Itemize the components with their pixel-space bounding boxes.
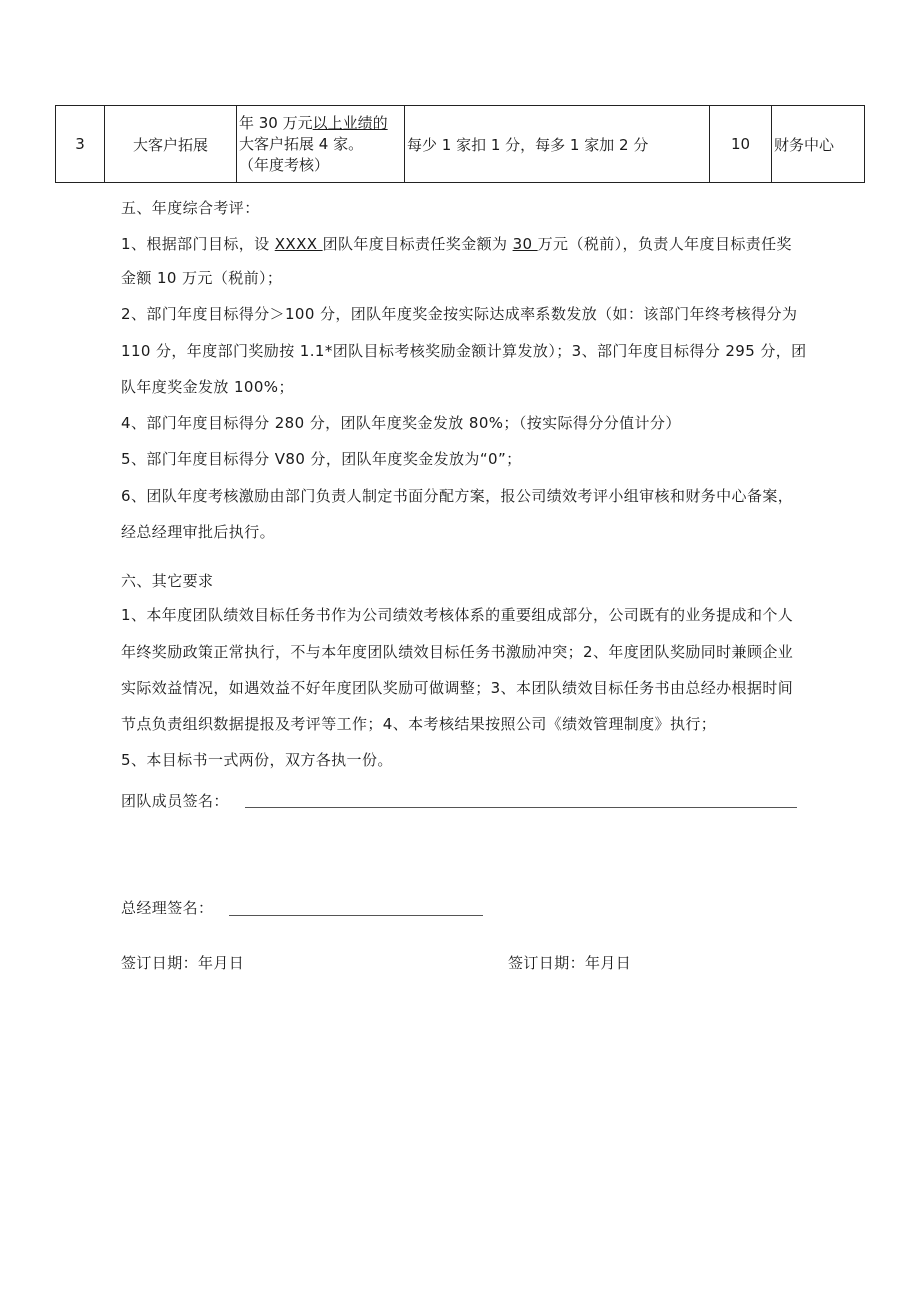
section6-line3: 实际效益情况，如遇效益不好年度团队奖励可做调整；3、本团队绩效目标任务书由总经办根据时间 — [121, 679, 794, 697]
section5-item2-line1: 2、部门年度目标得分＞100 分，团队年度奖金按实际达成率系数发放（如：该部门年终考核得分为 — [121, 305, 798, 323]
target-text-underlined: 以上业绩的 — [312, 113, 388, 132]
team-name-underlined: XXXX — [274, 235, 323, 253]
row-weight: 10 — [710, 106, 772, 183]
row-indicator-name: 大客户拓展 — [105, 106, 237, 183]
section5-item1-line2: 金额 10 万元（税前）； — [121, 269, 283, 287]
table-row — [56, 106, 865, 183]
section6-line5: 5、本目标书一式两份，双方各执一份。 — [121, 751, 393, 769]
sign-date-left: 签订日期：年月日 — [121, 954, 245, 972]
section5-item2-line2: 110 分，年度部门奖励按 1.1*团队目标考核奖励金额计算发放）；3、部门年度目标得分 295 分，团 — [121, 342, 807, 360]
sign-date-right: 签订日期：年月日 — [508, 954, 632, 972]
team-signature-line[interactable] — [245, 807, 797, 808]
target-text-line3: （年度考核） — [239, 155, 330, 174]
section6-line4: 节点负责组织数据提报及考评等工作；4、本考核结果按照公司《绩效管理制度》执行； — [121, 715, 717, 733]
row-department: 财务中心 — [772, 106, 865, 183]
section5-item5: 5、部门年度目标得分 V80 分，团队年度奖金发放为“0”； — [121, 450, 522, 468]
target-text-line2: 大客户拓展 4 家。 — [239, 134, 364, 153]
gm-signature-label: 总经理签名： — [121, 899, 214, 917]
section6-heading: 六、其它要求 — [121, 572, 214, 590]
section6-line2: 年终奖励政策正常执行，不与本年度团队绩效目标任务书激励冲突；2、年度团队奖励同时兼顾企业 — [121, 643, 794, 661]
section5-item4: 4、部门年度目标得分 280 分，团队年度奖金发放 80%；（按实际得分分值计分） — [121, 414, 681, 432]
team-signature-label: 团队成员签名： — [121, 792, 229, 810]
kpi-table — [55, 105, 865, 183]
bonus-amount-underlined: 30 — [512, 235, 538, 253]
section6-line1: 1、本年度团队绩效目标任务书作为公司绩效考核体系的重要组成部分，公司既有的业务提成和个人 — [121, 606, 794, 624]
section5-item6-line2: 经总经理审批后执行。 — [121, 523, 276, 541]
row-target — [237, 106, 405, 183]
section5-item2-line3: 队年度奖金发放 100%； — [121, 378, 294, 396]
section5-item6-line1: 6、团队年度考核激励由部门负责人制定书面分配方案，报公司绩效考评小组审核和财务中心备案， — [121, 487, 794, 505]
gm-signature-line[interactable] — [229, 915, 483, 916]
target-text-a: 年 30 万元 — [239, 113, 313, 132]
section5-item1-line1: 1、根据部门目标，设 XXXX 团队年度目标责任奖金额为 30 万元（税前），负责人年度目标责任奖 — [121, 235, 792, 253]
section5-heading: 五、年度综合考评： — [121, 199, 260, 217]
row-number: 3 — [56, 106, 105, 183]
row-scoring-rule: 每少 1 家扣 1 分，每多 1 家加 2 分 — [405, 106, 710, 183]
